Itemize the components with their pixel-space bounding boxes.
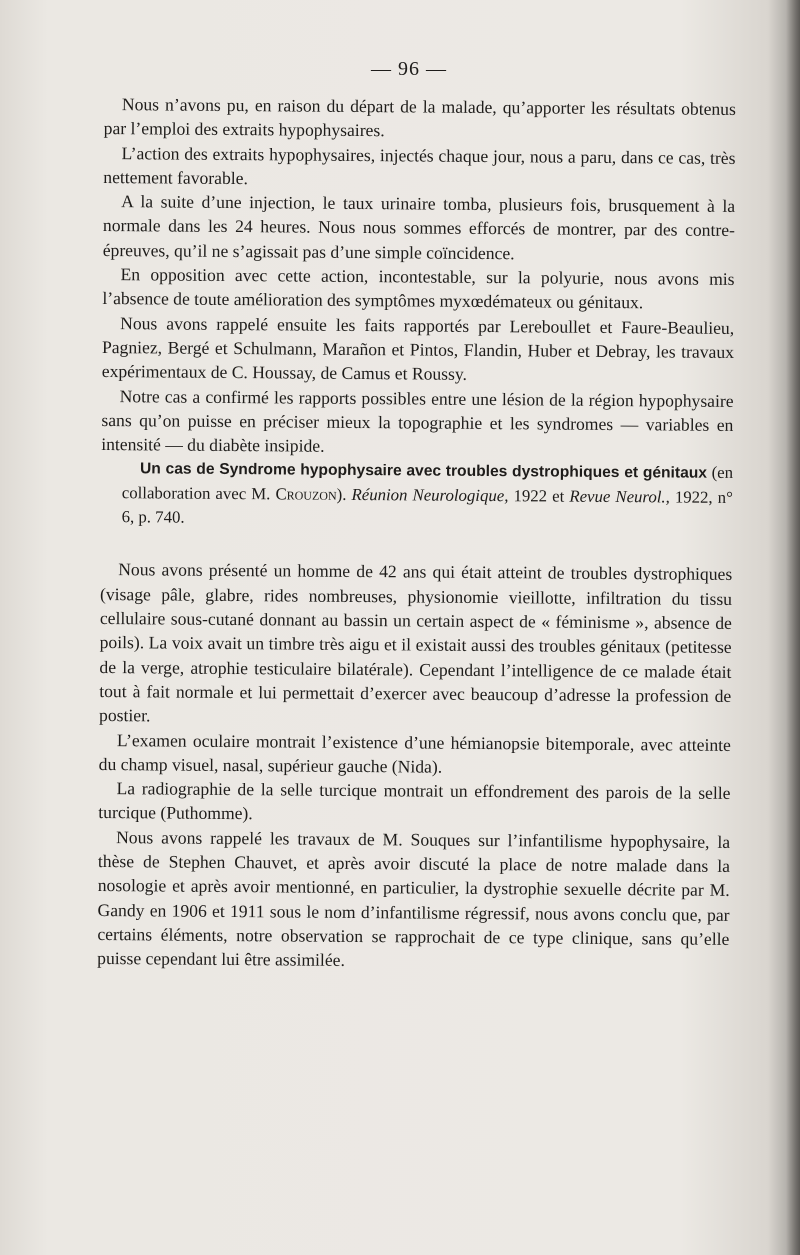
page-body	[97, 92, 736, 975]
entry-author: Crouzon	[275, 484, 337, 505]
entry-title: Un cas de Syndrome hypophysaire avec troubles dystrophiques et génitaux	[139, 460, 708, 483]
paragraph: L’action des extraits hypophysaires, injectés chaque jour, nous a paru, dans ce cas, très nettement favorable.	[103, 142, 736, 189]
entry-year-1: 1922 et	[508, 486, 570, 507]
paragraph: Nous n’avons pu, en raison du départ de la malade, qu’apporter les résultats obtenus par l’emploi des extraits hypophysaires.	[103, 94, 736, 141]
entry-collab: (en collaboration avec M.	[121, 463, 734, 504]
page-number: — 96 —	[371, 58, 447, 80]
entry-journal-2: Revue Neurol.,	[569, 487, 670, 507]
entry-journal-1: Réunion Neurologique,	[351, 485, 509, 506]
paragraph: Nous avons rappelé les travaux de M. Souques sur l’infantilisme hypophysaire, la thèse de Stephen Chauvet, et après avoir discuté la place de notre malade dans la nosologie et après avoir mentionné, en particulier, la dystrophie sexuelle décrite par M. Gandy en 1906 et 1911 sous le nom d’infantilisme régressif, nous avons conclu que, par certains éléments, notre observation se rapprochait de ce type clinique, sans qu’elle puisse cependant lui être assimilée.	[97, 826, 731, 971]
book-spine-shadow	[786, 0, 800, 1255]
entry-ref: 1922, n° 6, p. 740.	[121, 487, 733, 528]
paragraph: La radiographie de la selle turcique montrait un effondrement des parois de la selle turcique (Puthomme).	[98, 778, 731, 824]
bibliography-entry	[101, 456, 734, 534]
paragraph: A la suite d’une injection, le taux urinaire tomba, plusieurs fois, brusquement à la normale dans les 24 heures. Nous nous sommes efforcés de montrer, par des contre-épreuves, qu’il ne s’agissait pas d’une simple coïncidence.	[102, 191, 736, 264]
entry-after-author: ).	[336, 485, 352, 505]
paragraph: Nous avons présenté un homme de 42 ans qui était atteint de troubles dystrophiques (visage pâle, glabre, rides nombreuses, physionomie vieillotte, infiltration du tissu cellulaire sous-cutané donnant au bassin un certain aspect de « féminisme », absence de poils). La voix avait un timbre très aigu et il existait aussi des troubles génitaux (petitesse de la verge, atrophie testiculaire bilatérale). Cependant l’intelligence de ce malade était tout à fait normale et lui permettait d’exercer avec beaucoup d’adresse la profession de postier.	[99, 559, 733, 726]
paragraph: Nous avons rappelé ensuite les faits rapportés par Lereboullet et Faure-Beaulieu, Pagniez, Bergé et Schulmann, Marañon et Pintos, Flandin, Huber et Debray, les travaux expérimentaux de C. Houssay, de Camus et Roussy.	[101, 312, 735, 385]
paragraph: L’examen oculaire montrait l’existence d’une hémianopsie bitemporale, avec atteinte du champ visuel, nasal, supérieur gauche (Nida).	[98, 729, 731, 777]
paragraph: En opposition avec cette action, incontestable, sur la polyurie, nous avons mis l’absence de toute amélioration des symptômes myxœdémateux ou génitaux.	[102, 264, 735, 313]
paragraph: Notre cas a confirmé les rapports possibles entre une lésion de la région hypophysaire sans qu’on puisse en préciser mieux la topographie et les syndromes — variables en intensité — du diabète insipide.	[101, 385, 734, 456]
